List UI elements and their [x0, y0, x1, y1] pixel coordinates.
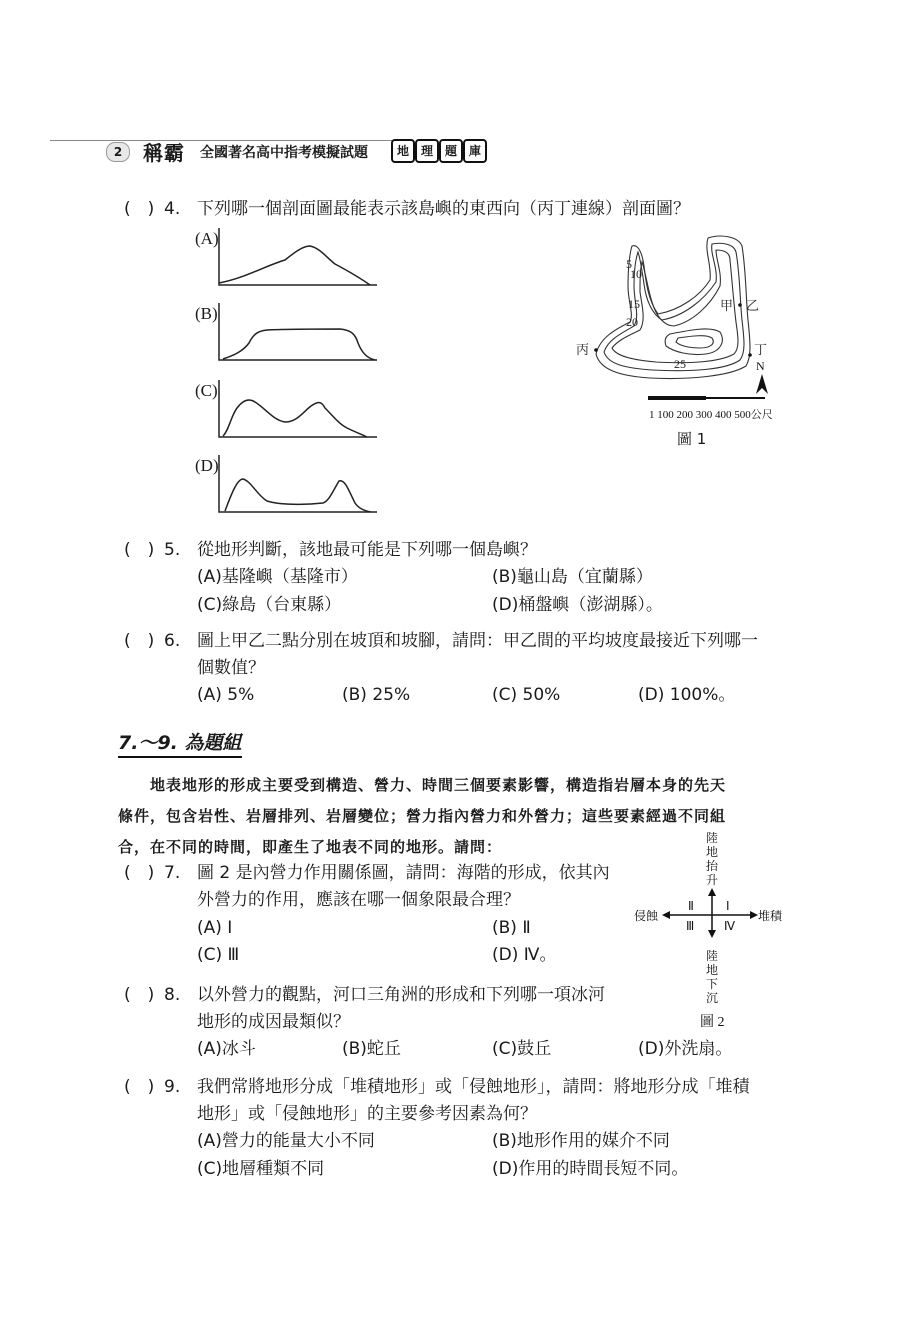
q5-option-b: (B)龜山島（宜蘭縣） [492, 567, 653, 587]
figure2-caption: 圖 2 [700, 1015, 725, 1030]
q9-option-a: (A)營力的能量大小不同 [197, 1131, 375, 1151]
contour-label-5: 5 [626, 257, 632, 271]
right-label: 堆積 [758, 909, 783, 923]
subject-badge-3: 題 [439, 139, 463, 163]
top-label-3: 抬 [706, 859, 719, 873]
quadrant-4: Ⅳ [724, 919, 736, 933]
north-label: N [756, 359, 765, 373]
q8-answer-blank[interactable]: ( ) [124, 985, 155, 1005]
profile-a [215, 228, 380, 290]
arrow-right-icon [750, 911, 758, 919]
q5-text: 從地形判斷，該地最可能是下列哪一個島嶼？ [197, 540, 537, 560]
force-diagram [630, 826, 795, 1036]
point-label-jia: 甲 [720, 298, 734, 313]
q9-text-line1: 我們常將地形分成「堆積地形」或「侵蝕地形」，請問：將地形分成「堆積 [197, 1077, 750, 1097]
q7-option-d: (D) Ⅳ。 [492, 945, 557, 965]
bottom-label-3: 下 [706, 977, 719, 991]
q6-option-c: (C) 50% [492, 685, 561, 705]
island-contour-map [570, 230, 795, 430]
q5-number: 5. [164, 540, 181, 560]
q6-option-d: (D) 100%。 [638, 685, 736, 705]
q7-text-line2: 外營力的作用，應該在哪一個象限最合理？ [197, 890, 520, 910]
q8-option-a: (A)冰斗 [197, 1039, 256, 1059]
q7-option-c: (C) Ⅲ [197, 945, 240, 965]
q8-number: 8. [164, 985, 181, 1005]
q7-text-line1: 圖 2 是內營力作用關係圖，請問：海階的形成，依其內 [197, 863, 610, 883]
bottom-label-1: 陸 [706, 949, 719, 963]
q4-option-d-label: (D) [195, 456, 219, 475]
point-label-ding: 丁 [754, 342, 768, 357]
profile-b [215, 303, 380, 365]
q6-answer-blank[interactable]: ( ) [124, 631, 155, 651]
subject-badge-1: 地 [391, 139, 415, 163]
header-rule [50, 140, 395, 141]
q9-answer-blank[interactable]: ( ) [124, 1077, 155, 1097]
profile-d [215, 455, 380, 517]
quadrant-3: Ⅲ [686, 919, 695, 933]
arrow-left-icon [662, 911, 670, 919]
top-label-2: 地 [706, 845, 719, 859]
page-number: 2 [106, 142, 130, 162]
q9-option-c: (C)地層種類不同 [197, 1159, 325, 1179]
q5-option-d: (D)桶盤嶼（澎湖縣）。 [492, 595, 663, 615]
q7-answer-blank[interactable]: ( ) [124, 863, 155, 883]
q8-option-b: (B)蛇丘 [342, 1039, 401, 1059]
q4-option-b-label: (B) [195, 304, 218, 323]
q7-option-a: (A) Ⅰ [197, 918, 233, 938]
contour-label-20: 20 [626, 315, 638, 329]
intro-line-1: 地表地形的形成主要受到構造、營力、時間三個要素影響，構造指岩層本身的先天 [150, 776, 727, 794]
series-title: 全國著名高中指考模擬試題 [200, 145, 368, 161]
quadrant-2: Ⅱ [688, 899, 694, 913]
q5-answer-blank[interactable]: ( ) [124, 540, 155, 560]
scale-label: 1 100 200 300 400 500公尺 [649, 409, 773, 421]
q6-text-line2: 個數值？ [197, 658, 265, 678]
section-title: 7.～9. 為題組 [118, 728, 242, 758]
bottom-label-4: 沉 [706, 991, 719, 1005]
figure1-caption: 圖 1 [677, 430, 707, 448]
q7-number: 7. [164, 863, 181, 883]
q5-option-c: (C)綠島（台東縣） [197, 595, 342, 615]
q6-text-line1: 圖上甲乙二點分別在坡頂和坡腳，請問：甲乙間的平均坡度最接近下列哪一 [197, 631, 758, 651]
q4-number: 4. [164, 199, 181, 219]
q8-text-line2: 地形的成因最類似？ [197, 1012, 350, 1032]
arrow-up-icon [708, 888, 716, 896]
q6-number: 6. [164, 631, 181, 651]
subject-badge-2: 理 [415, 139, 439, 163]
brand-title: 稱霸 [143, 141, 185, 165]
left-label: 侵蝕 [634, 909, 659, 923]
q7-option-b: (B) Ⅱ [492, 918, 531, 938]
q5-option-a: (A)基隆嶼（基隆市） [197, 567, 358, 587]
quadrant-1: Ⅰ [726, 899, 730, 913]
q9-text-line2: 地形」或「侵蝕地形」的主要參考因素為何？ [197, 1104, 537, 1124]
intro-line-2: 條件，包含岩性、岩層排列、岩層變位；營力指內營力和外營力；這些要素經過不同組 [118, 807, 727, 825]
contour-label-25: 25 [674, 357, 686, 371]
point-label-bing: 丙 [576, 342, 590, 357]
q6-option-b: (B) 25% [342, 685, 411, 705]
intro-line-3: 合，在不同的時間，即產生了地表不同的地形。請問： [118, 838, 503, 856]
q6-option-a: (A) 5% [197, 685, 255, 705]
bottom-label-2: 地 [706, 963, 719, 977]
q9-number: 9. [164, 1077, 181, 1097]
q9-option-b: (B)地形作用的媒介不同 [492, 1131, 670, 1151]
q8-text-line1: 以外營力的觀點，河口三角洲的形成和下列哪一項冰河 [197, 985, 605, 1005]
q9-option-d: (D)作用的時間長短不同。 [492, 1159, 689, 1179]
q4-text: 下列哪一個剖面圖最能表示該島嶼的東西向（丙丁連線）剖面圖？ [197, 199, 690, 219]
q4-answer-blank[interactable]: ( ) [124, 199, 155, 219]
top-label-4: 升 [706, 873, 719, 887]
contour-label-15: 15 [628, 297, 640, 311]
q8-option-d: (D)外洗扇。 [638, 1039, 733, 1059]
arrow-down-icon [708, 930, 716, 938]
contour-label-10: 10 [630, 267, 642, 281]
profile-c [215, 380, 380, 442]
subject-badge-4: 庫 [463, 139, 487, 163]
q4-option-a-label: (A) [195, 229, 219, 248]
north-arrow-icon [756, 374, 768, 394]
q4-option-c-label: (C) [195, 381, 218, 400]
top-label-1: 陸 [706, 831, 719, 845]
q8-option-c: (C)鼓丘 [492, 1039, 552, 1059]
point-label-yi: 乙 [746, 298, 760, 313]
